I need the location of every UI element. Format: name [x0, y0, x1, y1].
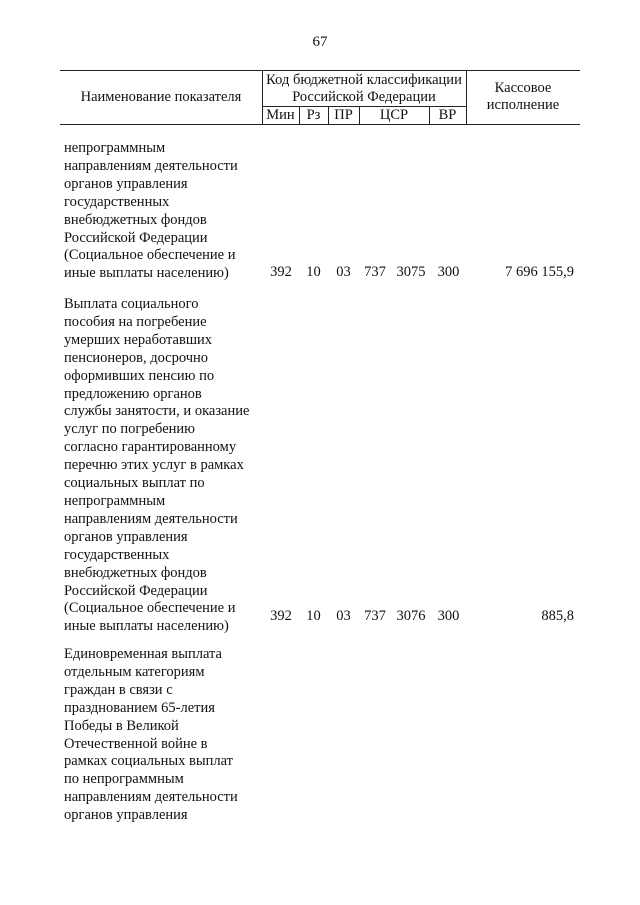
row-2-line: службы занятости, и оказание: [64, 403, 250, 420]
row-3-line: Победы в Великой: [64, 717, 179, 734]
row-2-line: умерших неработавших: [64, 331, 213, 348]
row-2-line: государственных: [64, 546, 170, 563]
row-1-line: (Социальное обеспечение и: [64, 247, 236, 264]
row-1-rz: 10: [306, 264, 321, 280]
header-top-border: [60, 70, 580, 71]
row-2-line: Выплата социального: [64, 296, 199, 312]
row-2-line: направлениям деятельности: [64, 510, 238, 527]
header-bottom-border: [60, 124, 580, 125]
row-2-line: перечню этих услуг в рамках: [64, 457, 244, 474]
row-2-csr-code: 3076: [396, 608, 426, 624]
row-1-vr: 300: [437, 264, 460, 280]
row-1-line: государственных: [64, 193, 170, 210]
header-exec-line2: исполнение: [486, 97, 560, 113]
row-3-line: Единовременная выплата: [64, 646, 222, 662]
row-2-line: оформивших пенсию по: [64, 367, 215, 384]
row-1-line: направлениям деятельности: [64, 157, 238, 174]
row-2-line: социальных выплат по: [64, 475, 205, 492]
header-exec-line1: Кассовое: [494, 80, 552, 96]
row-3-line: органов управления: [64, 807, 188, 824]
row-2-rz: 10: [306, 608, 321, 624]
row-3-line: Отечественной войне в: [64, 735, 208, 752]
header-vr: ВР: [438, 107, 457, 123]
row-1-min: 392: [270, 264, 292, 280]
row-1-pr: 03: [336, 264, 351, 280]
row-2-line: услуг по погребению: [64, 421, 195, 438]
row-1-csr-prefix: 737: [364, 264, 386, 280]
header-code-line2: Российской Федерации: [292, 89, 436, 105]
row-2-line: иные выплаты населению): [64, 618, 229, 635]
row-2-min: 392: [270, 608, 292, 624]
row-2-csr-prefix: 737: [364, 608, 386, 624]
header-name: Наименование показателя: [80, 89, 242, 105]
row-2-pr: 03: [336, 608, 351, 624]
page-number: 67: [312, 34, 328, 50]
row-1-csr-code: 3075: [396, 264, 426, 280]
row-1-line: непрограммным: [64, 140, 166, 156]
header-code-line1: Код бюджетной классификации: [266, 72, 462, 88]
row-2-line: непрограммным: [64, 492, 166, 509]
row-3-line: граждан в связи с: [64, 681, 173, 698]
header-pr: ПР: [334, 107, 353, 123]
row-3-line: рамках социальных выплат: [64, 753, 233, 770]
row-2-amount: 885,8: [541, 608, 574, 624]
row-1-line: органов управления: [64, 175, 188, 192]
row-2-line: внебюджетных фондов: [64, 564, 207, 581]
row-2-line: предложению органов: [64, 385, 202, 402]
table-row-2-label: [64, 296, 274, 636]
row-2-line: пенсионеров, досрочно: [64, 349, 209, 366]
row-2-line: (Социальное обеспечение и: [64, 600, 236, 617]
row-2-line: Российской Федерации: [64, 582, 208, 599]
row-3-line: отдельным категориям: [64, 663, 205, 680]
row-2-line: органов управления: [64, 528, 188, 545]
table-row-1-label: [64, 140, 274, 283]
row-2-vr: 300: [437, 608, 460, 624]
row-3-line: направлениям деятельности: [64, 789, 238, 806]
table-row-3-label: [64, 646, 274, 825]
row-1-amount: 7 696 155,9: [505, 264, 574, 280]
row-3-line: празднованием 65-летия: [64, 699, 215, 716]
row-3-line: по непрограммным: [64, 771, 184, 788]
row-1-line: Российской Федерации: [64, 229, 208, 246]
row-2-line: пособия на погребение: [64, 313, 207, 330]
row-1-line: внебюджетных фондов: [64, 211, 207, 228]
header-csr: ЦСР: [379, 107, 409, 123]
row-2-line: согласно гарантированному: [64, 439, 237, 456]
header-rz: Рз: [306, 107, 321, 123]
row-1-line: иные выплаты населению): [64, 265, 229, 282]
header-min: Мин: [266, 107, 295, 123]
